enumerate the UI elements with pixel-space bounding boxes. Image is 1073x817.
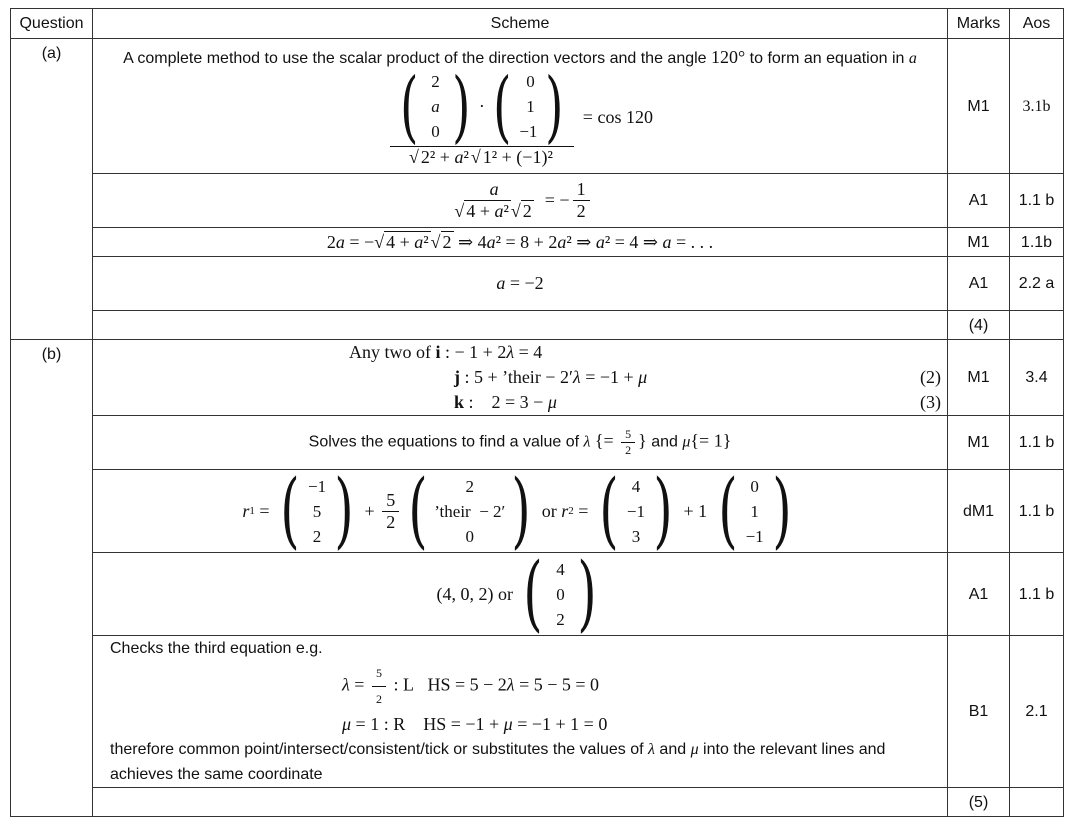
header-aos: Aos	[1010, 9, 1064, 39]
table-row	[11, 39, 1064, 174]
table-row	[11, 340, 1064, 416]
scheme-cell	[93, 311, 948, 340]
scheme-text: Checks the third equation e.g.	[110, 640, 323, 657]
mark-cell: B1	[948, 636, 1010, 788]
ao-cell: 2.2 a	[1010, 257, 1064, 311]
table-row	[11, 174, 1064, 228]
mark-cell: M1	[948, 416, 1010, 470]
scheme-cell	[93, 39, 948, 174]
ao-cell: 1.1 b	[1010, 416, 1064, 470]
table-row	[11, 470, 1064, 553]
ao-cell: 3.1b	[1010, 39, 1064, 174]
ao-cell: 1.1b	[1010, 228, 1064, 257]
mark-scheme-table	[10, 8, 1064, 817]
question-label-a: (a)	[11, 39, 93, 340]
ao-cell: 2.1	[1010, 636, 1064, 788]
mark-cell: A1	[948, 174, 1010, 228]
header-question: Question	[11, 9, 93, 39]
scheme-cell	[93, 788, 948, 817]
table-row	[11, 228, 1064, 257]
header-marks: Marks	[948, 9, 1010, 39]
table-row	[11, 311, 1064, 340]
scheme-cell: Solves the equations to find a value of λ {= $\frac{5}{2}$ } and μ{= 1}	[93, 416, 948, 470]
table-row	[11, 416, 1064, 470]
total-marks: (5)	[948, 788, 1010, 817]
scheme-cell: r 1 = ( −1 5 2 ) + $\frac{5}{2}$ ( 2 ’their − 2′ 0 ) or r 2 = ( 4 −1 3 ) + 1 ( 0 1 −1 )	[93, 470, 948, 553]
point-text: (4, 0, 2) or	[436, 583, 513, 604]
header-row	[11, 9, 1064, 39]
mark-cell: M1	[948, 228, 1010, 257]
question-label-b: (b)	[11, 340, 93, 817]
table-row	[11, 257, 1064, 311]
mark-cell: M1	[948, 39, 1010, 174]
table-row	[11, 636, 1064, 788]
scheme-text: A complete method to use the scalar product of the direction vectors and the angle 120° to form an equation in a	[123, 46, 917, 67]
ao-cell	[1010, 788, 1064, 817]
scheme-cell: Any two of i : − 1 + 2λ = 4 j : 5 + ’their − 2′λ = −1 + μ (2) k : 2 = 3 − μ (3)	[93, 340, 948, 416]
mark-cell: dM1	[948, 470, 1010, 553]
table-row	[11, 788, 1064, 817]
ao-cell: 1.1 b	[1010, 553, 1064, 636]
scalar-product-equation: ( 2 a 0 ) · ( 0 1 −1 ) √ 2² + a² √ 1² + (−1)² = cos 120	[99, 68, 941, 168]
scheme-cell: $\frac{a}{\text{√ 4 + a² √ 2}}$ = − $\frac{1}{2}$	[93, 174, 948, 228]
table-row	[11, 553, 1064, 636]
header-scheme: Scheme	[93, 9, 948, 39]
scheme-cell: a = −2	[93, 257, 948, 311]
ao-cell: 1.1 b	[1010, 470, 1064, 553]
mark-cell: A1	[948, 553, 1010, 636]
ao-cell: 1.1 b	[1010, 174, 1064, 228]
scheme-cell: Checks the third equation e.g. λ = $\frac{5}{2}$ : L HS = 5 − 2λ = 5 − 5 = 0 μ = 1 : R HS = −1 + μ = −1 + 1 = 0 therefore common point/intersect/consistent/tick or substitutes the values of λ and μ into the relevant lines and achieves the same coordinate	[93, 636, 948, 788]
mark-cell: A1	[948, 257, 1010, 311]
fraction-numerator: a	[486, 179, 503, 201]
ao-cell	[1010, 311, 1064, 340]
mark-cell: M1	[948, 340, 1010, 416]
total-marks: (4)	[948, 311, 1010, 340]
scheme-cell: (4, 0, 2) or ( 4 0 2 )	[93, 553, 948, 636]
ao-cell: 3.4	[1010, 340, 1064, 416]
scheme-cell: 2a = −√ 4 + a² √ 2 ⇒ 4a² = 8 + 2a² ⇒ a² = 4 ⇒ a = . . .	[93, 228, 948, 257]
